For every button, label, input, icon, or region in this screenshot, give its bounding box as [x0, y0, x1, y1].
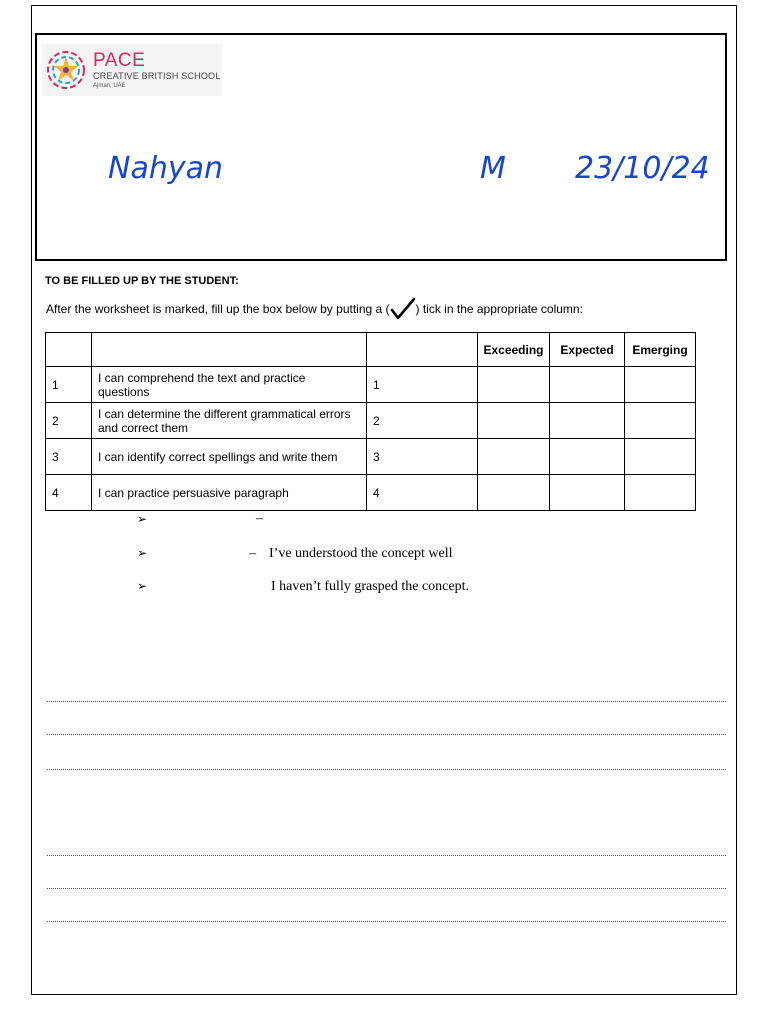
star-logo-icon: [42, 44, 92, 96]
handwritten-name: Nahyan: [108, 151, 223, 186]
tick-cell-expected[interactable]: [550, 403, 625, 439]
bullet-text: I haven’t fully grasped the concept.: [271, 579, 470, 594]
bullet-text: I’ve understood the concept well: [269, 546, 453, 561]
tick-cell-emerging[interactable]: [625, 439, 696, 475]
row-number: 1: [46, 367, 92, 403]
bullet-arrow-icon: ➢: [137, 512, 148, 526]
bullet-dash: –: [256, 511, 263, 526]
answer-line[interactable]: [47, 769, 726, 770]
answer-line[interactable]: [47, 888, 726, 889]
row-number: 2: [46, 403, 92, 439]
answer-line[interactable]: [47, 855, 726, 856]
tick-cell-emerging[interactable]: [625, 403, 696, 439]
logo-subtitle: CREATIVE BRITISH SCHOOL: [93, 71, 221, 81]
row-ref: 2: [367, 403, 478, 439]
answer-line[interactable]: [47, 921, 726, 922]
tick-cell-expected[interactable]: [550, 439, 625, 475]
bullet-arrow-icon: ➢: [137, 579, 148, 593]
tick-cell-exceeding[interactable]: [478, 367, 550, 403]
school-logo: [42, 44, 222, 96]
answer-line[interactable]: [47, 734, 726, 735]
handwritten-initial: M: [480, 151, 506, 186]
tick-cell-exceeding[interactable]: [478, 475, 550, 511]
header-cell-empty: [46, 333, 92, 367]
row-number: 3: [46, 439, 92, 475]
section-heading: TO BE FILLED UP BY THE STUDENT:: [45, 275, 239, 287]
table-row: [46, 439, 696, 475]
row-statement: I can identify correct spellings and write them: [92, 439, 367, 475]
answer-line[interactable]: [47, 701, 726, 702]
self-assessment-table: [45, 332, 696, 511]
header-cell-empty: [92, 333, 367, 367]
row-statement: I can practice persuasive paragraph: [92, 475, 367, 511]
column-header-expected: Expected: [550, 333, 625, 367]
bullet-arrow-icon: ➢: [137, 546, 148, 560]
row-statement: I can comprehend the text and practice questions: [92, 367, 367, 403]
row-ref: 4: [367, 475, 478, 511]
instruction-before: After the worksheet is marked, fill up the box below by putting a (: [46, 302, 390, 316]
tick-cell-emerging[interactable]: [625, 367, 696, 403]
tick-cell-expected[interactable]: [550, 367, 625, 403]
row-number: 4: [46, 475, 92, 511]
tick-icon: [390, 303, 416, 317]
table-row: [46, 475, 696, 511]
table-row: [46, 403, 696, 439]
instruction-text: [46, 302, 583, 317]
tick-cell-exceeding[interactable]: [478, 439, 550, 475]
tick-cell-emerging[interactable]: [625, 475, 696, 511]
handwritten-date: 23/10/24: [575, 151, 710, 186]
tick-cell-exceeding[interactable]: [478, 403, 550, 439]
bullet-dash: –: [249, 546, 256, 561]
row-ref: 1: [367, 367, 478, 403]
column-header-exceeding: Exceeding: [478, 333, 550, 367]
logo-name: PACE: [93, 50, 146, 71]
header-cell-empty: [367, 333, 478, 367]
table-row: [46, 367, 696, 403]
table-header-row: [46, 333, 696, 367]
column-header-emerging: Emerging: [625, 333, 696, 367]
tick-cell-expected[interactable]: [550, 475, 625, 511]
instruction-after: ) tick in the appropriate column:: [415, 302, 583, 316]
logo-location: Ajman, UAE: [93, 83, 126, 89]
row-ref: 3: [367, 439, 478, 475]
row-statement: I can determine the different grammatical errors and correct them: [92, 403, 367, 439]
